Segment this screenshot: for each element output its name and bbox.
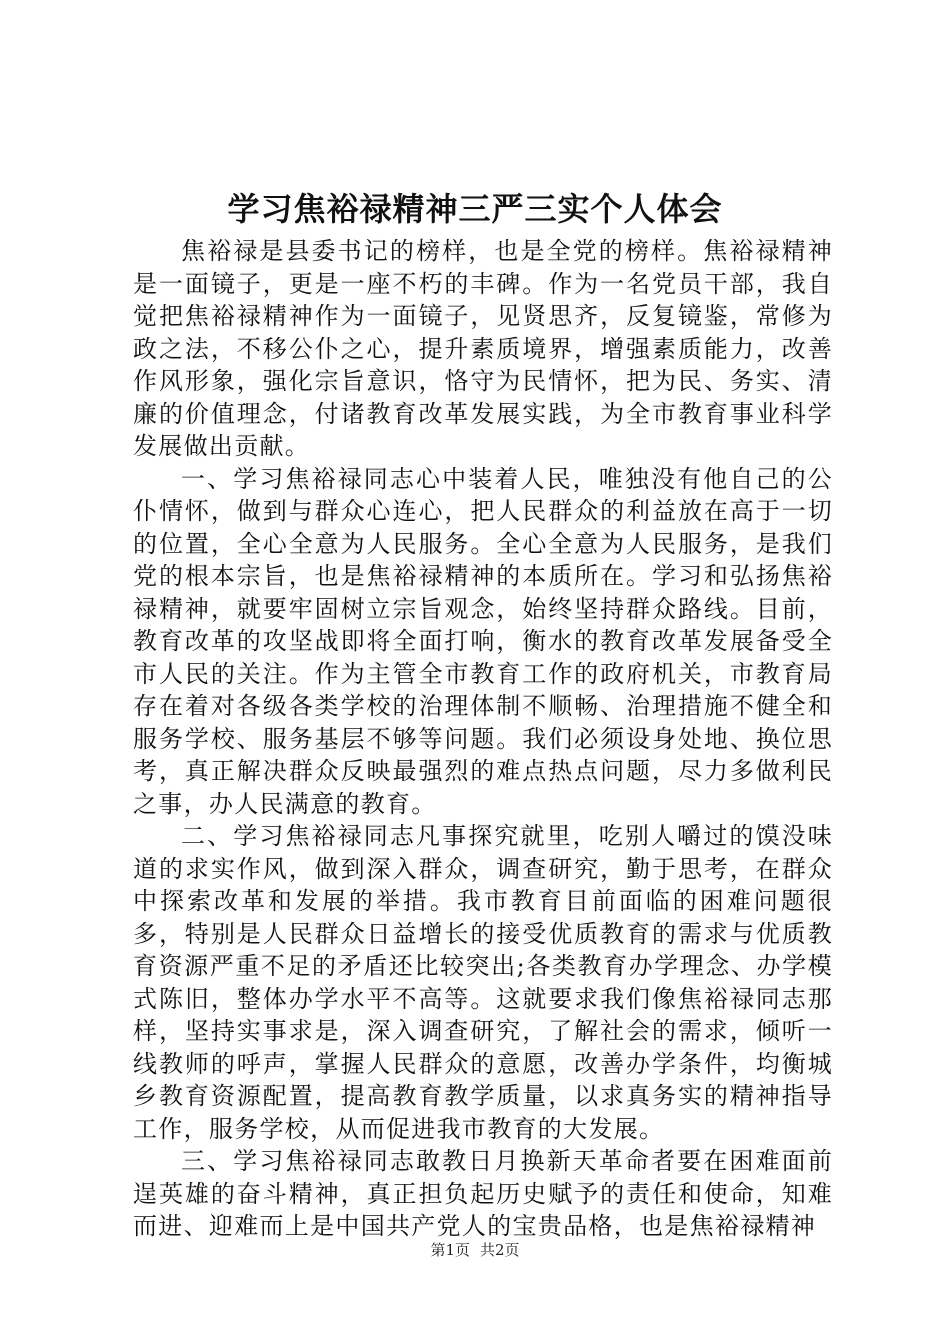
paragraph-section-3: 三、学习焦裕禄同志敢教日月换新天革命者要在困难面前逞英雄的奋斗精神，真正担负起历史赋予的责任和使命，知难而进、迎难而上是中国共产党人的宝贵品格，也是焦裕禄精神 xyxy=(133,1147,833,1240)
document-body xyxy=(133,235,833,1243)
paragraph-section-2: 二、学习焦裕禄同志凡事探究就里，吃别人嚼过的馍没味道的求实作风，做到深入群众，调查研究，勤于思考，在群众中探索改革和发展的举措。我市教育目前面临的困难问题很多，特别是人民群众日益增长的接受优质教育的需求与优质教育资源严重不足的矛盾还比较突出;各类教育办学理念、办学模式陈旧，整体办学水平不高等。这就要求我们像焦裕禄同志那样，坚持实事求是，深入调查研究，了解社会的需求，倾听一线教师的呼声，掌握人民群众的意愿，改善办学条件，均衡城乡教育资源配置，提高教育教学质量，以求真务实的精神指导工作，服务学校，从而促进我市教育的大发展。 xyxy=(133,822,833,1143)
page-number: 第1页 xyxy=(430,1241,470,1259)
paragraph-section-1: 一、学习焦裕禄同志心中装着人民，唯独没有他自己的公仆情怀，做到与群众心连心，把人民群众的利益放在高于一切的位置，全心全意为人民服务。全心全意为人民服务，是我们党的根本宗旨，也是焦裕禄精神的本质所在。学习和弘扬焦裕禄精神，就要牢固树立宗旨观念，始终坚持群众路线。目前，教育改革的攻坚战即将全面打响，衡水的教育改革发展备受全市人民的关注。作为主管全市教育工作的政府机关，市教育局存在着对各级各类学校的治理体制不顺畅、治理措施不健全和服务学校、服务基层不够等问题。我们必须设身处地、换位思考，真正解决群众反映最强烈的难点热点问题，尽力多做利民之事，办人民满意的教育。 xyxy=(133,464,833,818)
paragraph-intro: 焦裕禄是县委书记的榜样，也是全党的榜样。焦裕禄精神是一面镜子，更是一座不朽的丰碑。作为一名党员干部，我自觉把焦裕禄精神作为一面镜子，见贤思齐，反复镜鉴，常修为政之法，不移公仆之心，提升素质境界，增强素质能力，改善作风形象，强化宗旨意识，恪守为民情怀，把为民、务实、清廉的价值理念，付诸教育改革发展实践，为全市教育事业科学发展做出贡献。 xyxy=(133,237,833,460)
page-footer xyxy=(0,1240,950,1260)
page-total: 共2页 xyxy=(480,1241,520,1259)
document-title: 学习焦裕禄精神三严三实个人体会 xyxy=(227,190,723,228)
